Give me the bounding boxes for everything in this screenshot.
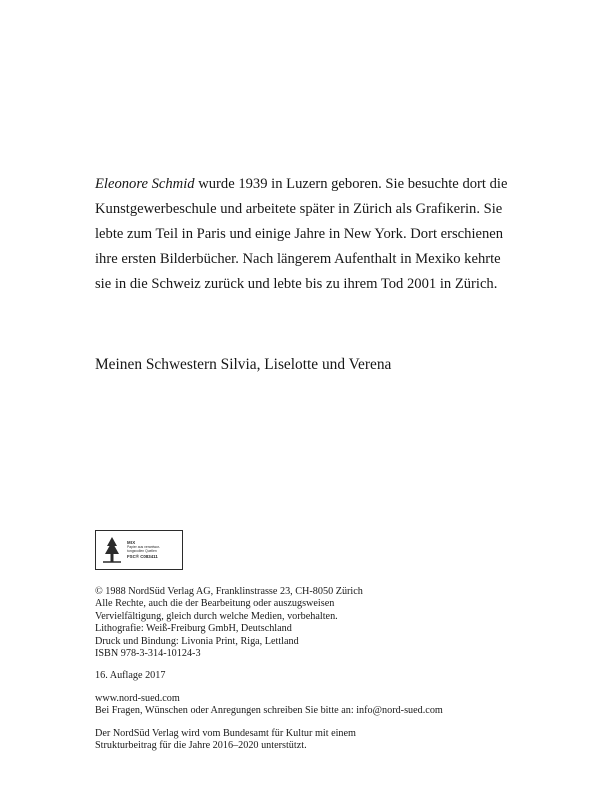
fsc-text-block (127, 531, 182, 569)
fsc-tree-icon (96, 531, 127, 569)
dedication-text: Meinen Schwestern Silvia, Liselotte und Verena (95, 356, 392, 374)
colophon-line: Strukturbeitrag für die Jahre 2016–2020 unterstützt. (95, 740, 307, 752)
colophon-block-funding (95, 728, 525, 753)
colophon-line: © 1988 NordSüd Verlag AG, Franklinstrasse 23, CH-8050 Zürich (95, 586, 363, 597)
colophon-line: Alle Rechte, auch die der Bearbeitung oder auszugsweisen (95, 598, 335, 610)
fsc-certification-logo (95, 530, 183, 570)
author-biography (95, 172, 515, 297)
fsc-line-2: tungsvollen Quellen (127, 549, 157, 553)
colophon-isbn: ISBN 978-3-314-10124-3 (95, 648, 201, 660)
publisher-contact-line[interactable]: Bei Fragen, Wünschen oder Anregungen schreiben Sie bitte an: info@nord-sued.com (95, 705, 443, 717)
colophon-block-edition (95, 670, 525, 682)
colophon-line: Druck und Bindung: Livonia Print, Riga, Lettland (95, 635, 299, 647)
colophon-block-contact (95, 693, 525, 718)
fsc-code: FSC® C083411 (127, 554, 158, 560)
publisher-website[interactable]: www.nord-sued.com (95, 692, 180, 704)
author-biography-text: wurde 1939 in Luzern geboren. Sie besuchte dort die Kunstgewerbeschule und arbeitete später in Zürich als Grafikerin. Sie lebte zum Teil in Paris und einige Jahre in New York. Dort erschienen ihre ersten Bilderbücher. Nach längerem Aufenthalt in Mexiko kehrte sie in die Schweiz zurück und lebte bis zu ihrem Tod 2001 in Zürich. (95, 175, 508, 292)
colophon-edition: 16. Auflage 2017 (95, 670, 166, 682)
colophon-block-copyright (95, 586, 525, 660)
colophon-line: Vervielfältigung, gleich durch welche Medien, vorbehalten. (95, 610, 338, 622)
colophon-line: Lithografie: Weiß-Freiburg GmbH, Deutschland (95, 623, 292, 635)
author-name: Eleonore Schmid (95, 175, 195, 192)
colophon-line: Der NordSüd Verlag wird vom Bundesamt für Kultur mit einem (95, 727, 356, 739)
fsc-line-1: Papier aus verantwor- (127, 544, 161, 549)
colophon (95, 586, 525, 752)
fsc-mix-label: MIX (127, 539, 136, 545)
